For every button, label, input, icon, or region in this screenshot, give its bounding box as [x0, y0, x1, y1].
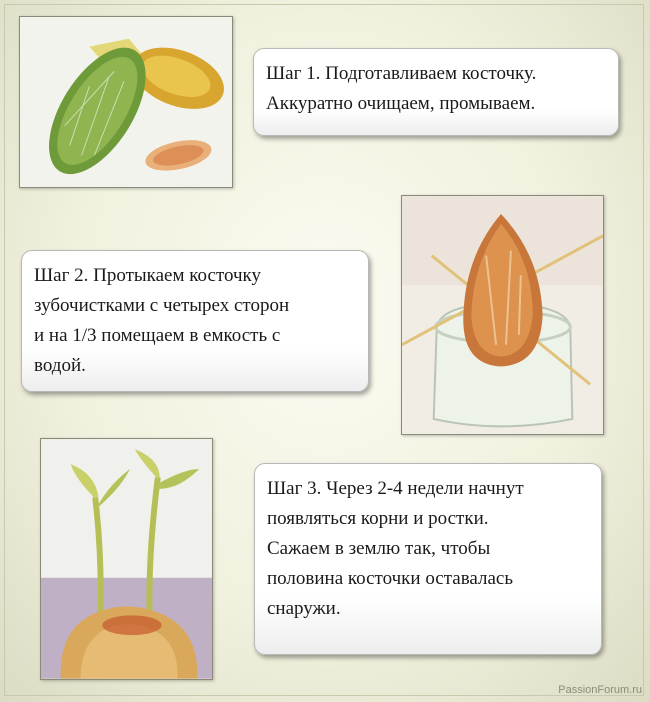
step-3-photo — [40, 438, 213, 680]
watermark: PassionForum.ru — [558, 684, 642, 696]
step-1-card — [253, 48, 619, 136]
step-3-line-1: Шаг 3. Через 2-4 недели начнут — [267, 478, 524, 499]
step-1-line-1: Шаг 1. Подготавливаем косточку. — [266, 63, 537, 84]
step-2-card — [21, 250, 369, 392]
step-2-line-3: и на 1/3 помещаем в емкость с — [34, 325, 281, 346]
step-3-line-3: Сажаем в землю так, чтобы — [267, 538, 491, 559]
avocado-halves-icon — [20, 17, 232, 187]
step-2-photo — [401, 195, 604, 435]
step-3-card — [254, 463, 602, 655]
sprouting-pit-icon — [41, 439, 212, 679]
step-2-line-1: Шаг 2. Протыкаем косточку — [34, 265, 262, 286]
step-3-line-4: половина косточки оставалась — [267, 568, 514, 589]
step-3-line-2: появляться корни и ростки. — [267, 508, 489, 529]
step-1-line-2: Аккуратно очищаем, промываем. — [266, 93, 536, 114]
step-2-line-4: водой. — [34, 355, 86, 376]
step-1-photo — [19, 16, 233, 188]
pit-in-jar-icon — [402, 196, 603, 434]
step-2-line-2: зубочистками с четырех сторон — [34, 295, 290, 316]
step-3-line-5: снаружи. — [267, 598, 341, 619]
